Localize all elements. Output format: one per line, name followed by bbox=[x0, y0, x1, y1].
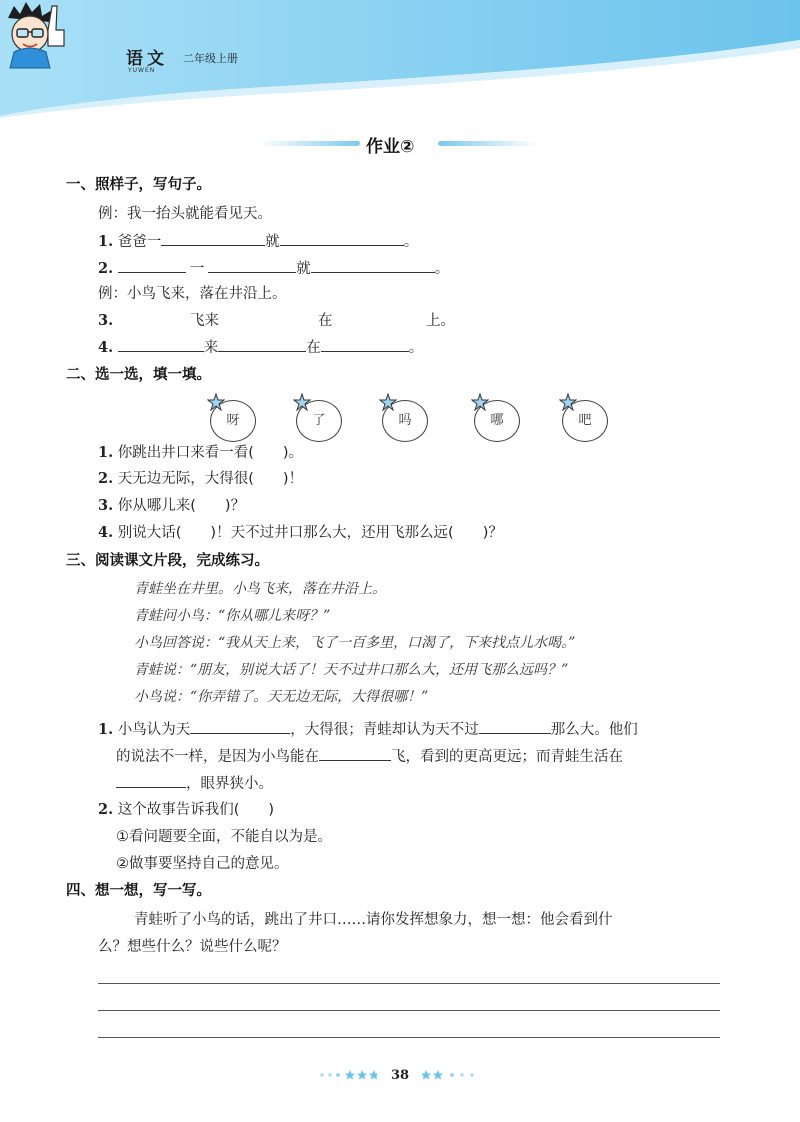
s1-q3-text-c: 上。 bbox=[426, 313, 455, 329]
s1-q4-blank-2[interactable] bbox=[218, 337, 306, 352]
s1-q4-end: 。 bbox=[408, 340, 424, 356]
s2-q3-number: 3. bbox=[98, 497, 114, 514]
page-number: 38 bbox=[390, 1068, 410, 1083]
s2-q3-text: 你从哪儿来( )？ bbox=[117, 498, 246, 514]
s1-q1-end: 。 bbox=[403, 234, 419, 250]
s1-q3-text-b: 在 bbox=[318, 313, 333, 329]
s3-q1-text-b: ，大得很；青蛙却认为天不过 bbox=[290, 722, 479, 738]
s3-q1-text-f: ，眼界狭小。 bbox=[186, 776, 273, 792]
s1-q4-text-a: 来 bbox=[203, 340, 219, 356]
s1-q2-text-b: 就 bbox=[296, 261, 311, 277]
choice-circle-ba bbox=[562, 400, 608, 442]
subject-title: 语文 bbox=[126, 49, 168, 69]
s1-q3-text-a: 飞来 bbox=[190, 313, 219, 329]
choice-char: 了 bbox=[312, 413, 326, 428]
s1-q2-end: 。 bbox=[434, 261, 450, 277]
s1-q2-number: 2. bbox=[98, 260, 114, 277]
s3-question-2 bbox=[98, 800, 274, 820]
s1-q2-blank-3[interactable] bbox=[311, 258, 435, 273]
s2-question-3 bbox=[98, 496, 245, 516]
title-decor-left bbox=[260, 141, 360, 146]
section1-heading: 一、照样子，写句子。 bbox=[66, 177, 211, 193]
s3-q1-blank-3[interactable] bbox=[319, 746, 391, 761]
section4-prompt-line1: 青蛙听了小鸟的话，跳出了井口……请你发挥想象力，想一想：他会看到什 bbox=[134, 912, 613, 928]
passage-line-1: 青蛙坐在井里。小鸟飞来，落在井沿上。 bbox=[134, 581, 386, 597]
s2-q2-number: 2. bbox=[98, 470, 114, 487]
s1-q1-number: 1. bbox=[98, 233, 114, 250]
boy-mascot-icon bbox=[0, 0, 76, 70]
s3-q1-text-e: 飞，看到的更高更远；而青蛙生活在 bbox=[391, 749, 623, 765]
s2-q4-number: 4. bbox=[98, 524, 114, 541]
s1-q4-number: 4. bbox=[98, 339, 114, 356]
homework-title: 作业② bbox=[366, 137, 415, 157]
s1-q3-number: 3. bbox=[98, 312, 114, 329]
header-band bbox=[0, 0, 800, 118]
s3-q1-text-d: 的说法不一样，是因为小鸟能在 bbox=[116, 749, 319, 765]
s1-q1-text-b: 就 bbox=[265, 234, 280, 250]
s1-question-4 bbox=[98, 337, 423, 358]
section3-heading: 三、阅读课文片段，完成练习。 bbox=[66, 553, 269, 569]
section4-heading: 四、想一想，写一写。 bbox=[66, 883, 211, 899]
choice-char: 吧 bbox=[578, 413, 592, 428]
star-icon bbox=[471, 393, 489, 411]
s1-question-2 bbox=[98, 258, 449, 279]
s1-q4-blank-3[interactable] bbox=[321, 337, 409, 352]
s2-question-1 bbox=[98, 443, 303, 463]
page-footer bbox=[0, 1064, 800, 1084]
s3-q2-number: 2. bbox=[98, 801, 114, 818]
s1-q1-blank-1[interactable] bbox=[161, 231, 265, 246]
grade-label: 二年级上册 bbox=[183, 52, 238, 65]
s2-q1-text: 你跳出井口来看一看( )。 bbox=[117, 445, 304, 461]
s3-q2-option-1: ①看问题要全面，不能自以为是。 bbox=[116, 829, 332, 845]
section2-heading: 二、选一选，填一填。 bbox=[66, 367, 211, 383]
s3-q1-blank-2[interactable] bbox=[479, 719, 551, 734]
section4-prompt-line2: 么？想些什么？说些什么呢？ bbox=[98, 939, 287, 955]
s2-question-2 bbox=[98, 469, 303, 489]
choice-circle-ma bbox=[382, 400, 428, 442]
star-icon bbox=[559, 393, 577, 411]
s3-q2-text: 这个故事告诉我们( ) bbox=[117, 802, 275, 818]
passage-line-2: 青蛙问小鸟：“你从哪儿来呀？” bbox=[134, 608, 331, 624]
s1-question-1 bbox=[98, 231, 418, 252]
star-icon bbox=[293, 393, 311, 411]
answer-line-2[interactable] bbox=[98, 1010, 720, 1011]
s2-q1-number: 1. bbox=[98, 444, 114, 461]
footer-stars-right-icon bbox=[422, 1069, 482, 1081]
footer-stars-left-icon bbox=[318, 1069, 378, 1081]
homework-title-row bbox=[0, 128, 800, 158]
s1-question-3 bbox=[98, 311, 113, 331]
s1-q4-blank-1[interactable] bbox=[118, 337, 204, 352]
s3-question-1-line3 bbox=[116, 773, 273, 794]
s3-q1-blank-1[interactable] bbox=[190, 719, 290, 734]
s1-q2-blank-2[interactable] bbox=[208, 258, 296, 273]
passage-line-3: 小鸟回答说：“我从天上来，飞了一百多里，口渴了，下来找点儿水喝。” bbox=[134, 635, 576, 651]
title-decor-right bbox=[438, 141, 538, 146]
choice-char: 呀 bbox=[226, 413, 240, 428]
answer-line-1[interactable] bbox=[98, 983, 720, 984]
s2-question-4 bbox=[98, 523, 503, 543]
header-wave-background bbox=[0, 0, 800, 118]
star-icon bbox=[379, 393, 397, 411]
choice-circle-na bbox=[474, 400, 520, 442]
s1-q4-text-b: 在 bbox=[306, 340, 321, 356]
answer-line-3[interactable] bbox=[98, 1037, 720, 1038]
choice-circle-le bbox=[296, 400, 342, 442]
s3-question-1-line1 bbox=[98, 719, 638, 740]
s3-q1-number: 1. bbox=[98, 721, 114, 738]
passage-line-5: 小鸟说：“你弄错了。天无边无际，大得很哪！” bbox=[134, 689, 429, 705]
passage-line-4: 青蛙说：“朋友，别说大话了！天不过井口那么大，还用飞那么远吗？” bbox=[134, 662, 569, 678]
s1-q1-text-a: 爸爸一 bbox=[117, 234, 162, 250]
star-icon bbox=[207, 393, 225, 411]
s2-q4-text: 别说大话( )！天不过井口那么大，还用飞那么远( )？ bbox=[117, 525, 503, 541]
s1-q2-text-a: 一 bbox=[189, 261, 205, 277]
s3-q1-text-c: 那么大。他们 bbox=[550, 722, 638, 738]
s3-q2-option-2: ②做事要坚持自己的意见。 bbox=[116, 856, 289, 872]
choice-char: 吗 bbox=[398, 413, 412, 428]
choice-char: 哪 bbox=[490, 413, 504, 428]
s1-q1-blank-2[interactable] bbox=[280, 231, 404, 246]
subject-pinyin: YUWEN bbox=[128, 67, 156, 74]
s1-q2-blank-1[interactable] bbox=[118, 258, 186, 273]
section1-example2: 例：小鸟飞来，落在井沿上。 bbox=[98, 286, 287, 302]
s3-q1-blank-4[interactable] bbox=[116, 773, 186, 788]
s2-q2-text: 天无边无际，大得很( )！ bbox=[117, 471, 304, 487]
s3-q1-text-a: 小鸟认为天 bbox=[117, 722, 191, 738]
s3-question-1-line2 bbox=[116, 746, 623, 767]
choice-circle-ya bbox=[210, 400, 256, 442]
section1-example1: 例：我一抬头就能看见天。 bbox=[98, 206, 272, 222]
